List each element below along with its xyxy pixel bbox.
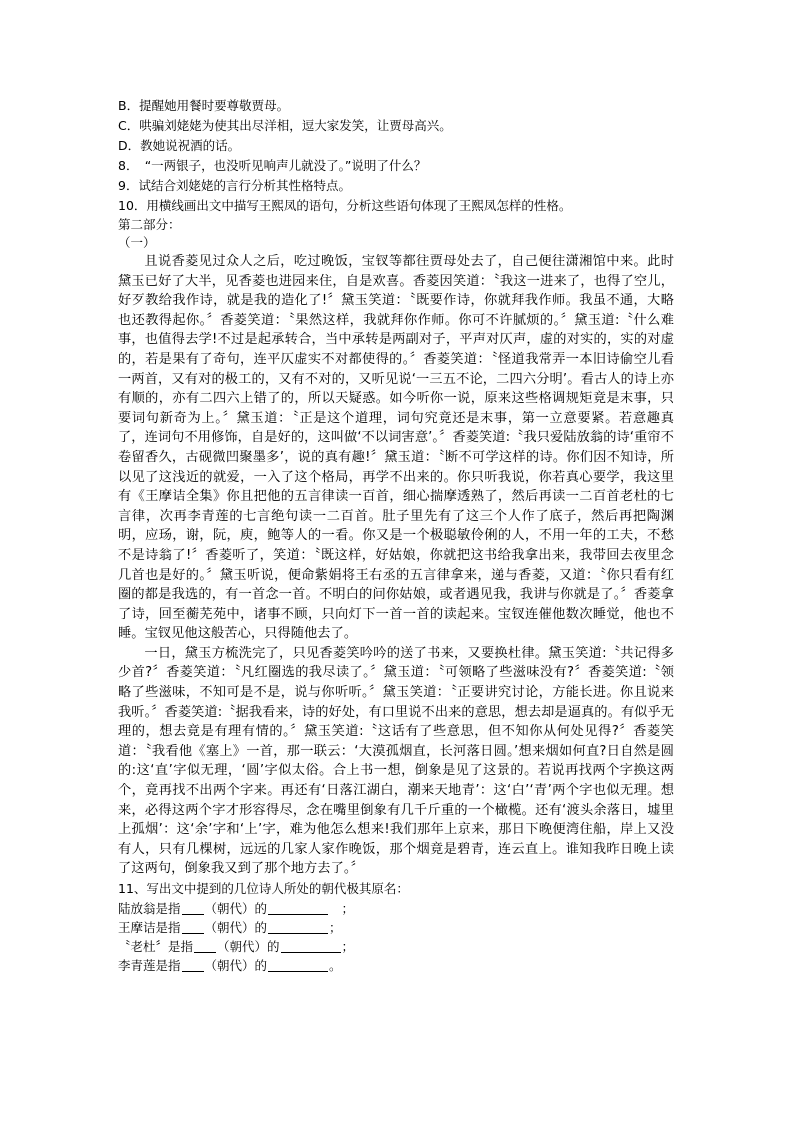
dynasty-blank[interactable] [182,920,204,934]
question-option-c: C．哄骗刘姥姥为使其出尽洋相，逗大家发笑，让贾母高兴。 [118,118,452,133]
question-8: 8． “一两银子，也没听见响声儿就没了。”说明了什么？ [118,158,427,173]
dynasty-blank[interactable] [182,901,204,915]
section-title: 第二部分： [118,217,181,232]
question-11: 11、写出文中提到的几位诗人所处的朝代极其原名： [118,881,409,896]
document-page [118,96,674,975]
fill-mid: （朝代）的 [204,901,268,916]
fill-end: ； [329,901,355,916]
question-10: 10．用横线画出文中描写王熙凤的语句，分析这些语句体现了王熙凤怎样的性格。 [118,198,572,213]
name-blank[interactable] [268,901,328,915]
fill-mid: （朝代）的 [204,958,268,973]
dynasty-blank[interactable] [182,958,204,972]
name-blank[interactable] [268,920,328,934]
question-option-b: B．提醒她用餐时要尊敬贾母。 [118,98,290,113]
passage-paragraph-1: 且说香菱见过众人之后，吃过晚饭，宝钗等都往贾母处去了，自己便往潇湘馆中来。此时黛玉已好了大半，见香菱也进园来住，自是欢喜。香菱因笑道：〝我这一进来了，也得了空儿，好歹教给我作诗，就是我的造化了!〞黛玉笑道：〝既要作诗，你就拜我作师。我虽不通，大略也还教得起你。〞香菱笑道：〝果然这样，我就拜你作师。你可不许腻烦的。〞黛玉道:〝什么难事，也值得去学!不过是起承转合，当中承转是两副对子，平声对仄声，虚的对实的，实的对虚的，若是果有了奇句，连平仄虚实不对都使得的。〞香菱笑道：〝怪道我常弄一本旧诗偷空儿看一两首，又有对的极工的，又有不对的，又听见说‘一三五不论，二四六分明’。看古人的诗上亦有顺的，亦有二四六上错了的，所以天疑惑。如今听你一说，原来这些格调规矩竟是末事，只要词句新奇为上。〞黛玉道：〝正是这个道理，词句究竟还是末事，第一立意要紧。若意趣真了，连词句不用修饰，自是好的，这叫做‘不以词害意’。〞香菱笑道:〝我只爱陆放翁的诗‘重帘不卷留香久，古砚微凹聚墨多’，说的真有趣!〞黛玉道：〝断不可学这样的诗。你们因不知诗，所以见了这浅近的就爱，一入了这个格局，再学不出来的。你只听我说，你若真心要学，我这里有《王摩诘全集》你且把他的五言律读一百首，细心揣摩透熟了，然后再读一二百首老杜的七言律，次再李青莲的七言绝句读一二百首。肚子里先有了这三个人作了底子，然后再把陶渊明，应玚，谢，阮，庾，鲍等人的一看。你又是一个极聪敏伶俐的人，不用一年的工夫，不愁不是诗翁了!〞香菱听了，笑道：〝既这样，好姑娘，你就把这书给我拿出来，我带回去夜里念几首也是好的。〞黛玉听说，便命紫娟将王右丞的五言律拿来，递与香菱，又道：〝你只看有红圈的都是我选的，有一首念一首。不明白的问你姑娘，或者遇见我，我讲与你就是了。〞香菱拿了诗，回至蘅芜苑中，诸事不顾，只向灯下一首一首的读起来。宝钗连催他数次睡觉，他也不睡。宝钗见他这般苦心，只得随他去了。 [118,254,674,642]
fill-line-lao-du [118,937,674,956]
fill-prefix: 陆放翁是指 [118,901,181,916]
fill-line-li-qinglian [118,956,674,975]
subsection-title: （一） [118,235,156,250]
question-9: 9．试结合刘姥姥的言行分析其性格特点。 [118,178,351,193]
fill-mid: （朝代）的 [217,939,280,954]
fill-prefix: 〝老杜〞是指 [118,939,194,954]
fill-end: 。 [329,958,342,973]
name-blank[interactable] [281,939,341,953]
dynasty-blank[interactable] [194,939,216,953]
passage-paragraph-2: 一日，黛玉方梳洗完了，只见香菱笑吟吟的送了书来，又要换杜律。黛玉笑道:〝共记得多少首?〞香菱笑道：〝凡红圈选的我尽读了。〞黛玉道：〝可领略了些滋味没有?〞香菱笑道:〝领略了些滋味，不知可是不是，说与你听听。〞黛玉笑道：〝正要讲究讨论，方能长进。你且说来我听。〞香菱笑道:〝据我看来，诗的好处，有口里说不出来的意思，想去却是逼真的。有似乎无理的，想去竟是有理有情的。〞黛玉笑道:〝这话有了些意思，但不知你从何处见得?〞香菱笑道：〝我看他《塞上》一首，那一联云：‘大漠孤烟直，长河落日圆。’想来烟如何直?日自然是圆的:这‘直’字似无理，‘圆’字似太俗。合上书一想，倒象是见了这景的。若说再找两个字换这两个，竟再找不出两个字来。再还有‘日落江湖白，潮来天地青’：这‘白’‘青’两个字也似无理。想来，必得这两个字才形容得尽，念在嘴里倒象有几千斤重的一个橄榄。还有‘渡头余落日，墟里上孤烟’：这‘余’字和‘上’字，难为他怎么想来!我们那年上京来，那日下晚便湾住船，岸上又没有人，只有几棵树，远远的几家人家作晚饭，那个烟竟是碧青，连云直上。谁知我昨日晚上读了这两句，倒象我又到了那个地方去了。〞 [118,645,675,877]
fill-line-lu-fangweng [118,899,674,918]
fill-mid: （朝代）的 [204,920,268,935]
fill-line-wang-mojie [118,918,674,937]
fill-end: ； [341,939,355,954]
question-option-d: D．教她说祝酒的话。 [118,138,241,153]
fill-end: ； [329,920,342,935]
fill-prefix: 李青莲是指 [118,958,181,973]
name-blank[interactable] [268,958,328,972]
fill-prefix: 王摩诘是指 [118,920,181,935]
